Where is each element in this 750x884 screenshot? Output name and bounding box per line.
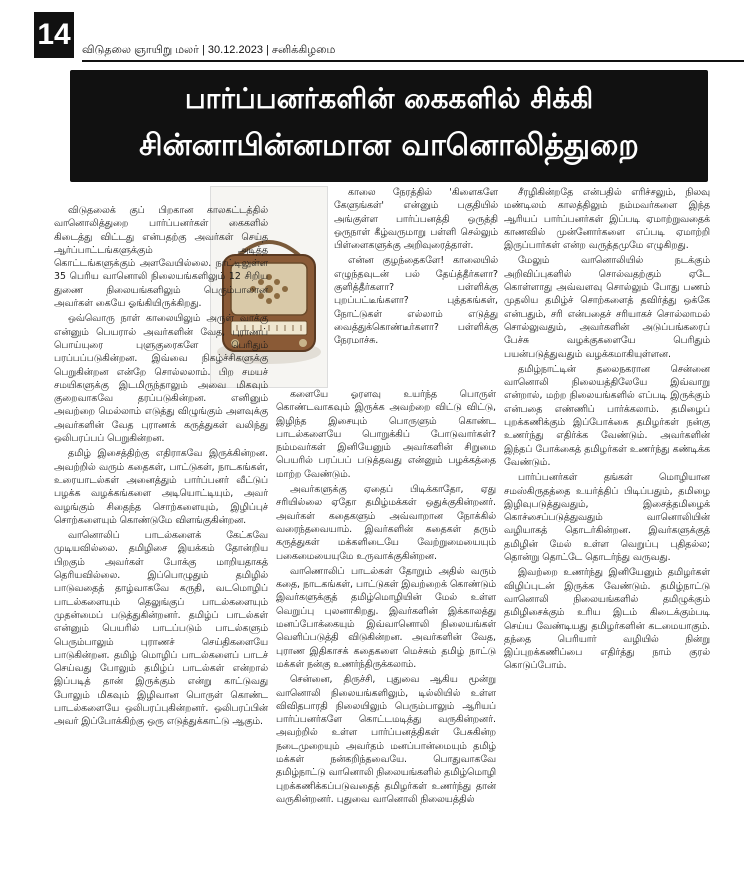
headline-line-2: சின்னாபின்னமான வானொலித்துறை xyxy=(139,128,639,163)
paragraph: ஒவ்வொரு நாள் காலையிலும் அருள் வாக்கு என்னும் பெயரால் அவர்களின் வேத, புராணப் பொய்யுரை புளுகுரைகளே பெரிதும் பரப்பப்படுகின்றன. இவ்வை நிகழ்ச்சிகளுக்கு பெறுகின்றன என்றே சொல்லலாம். பிற சமயச் சமயிகளுக்கு இடமிருந்தாலும் அவை மிகவும் குறைவாகவே தரப்படுகின்றன. எனினும் அவற்றை மெல்லாம் எடுத்து விழுங்கும் அளவுக்கு அவர்களின் வேத புராணக் கருத்துகள் வலிந்து ஒலிபரப்பப் பெறுகின்றன. xyxy=(54,313,268,445)
article-column-2 xyxy=(276,388,496,854)
article-column-2-top xyxy=(334,186,498,386)
paragraph: வாணொலிப் பாடல்கள் தோறும் அதில் வரும் கதை, நாடகங்கள், பாட்டுகள் இவற்றைக் கொண்டும் இவர்களுக்குத் தமிழ்மொழியின் மேல் உள்ள வெறுப்பு புலனாகிறது. இவர்களின் இக்காலத்து மனப்போக்கையும் இவ்வானொலி நிலையங்கள் வெளிப்படுத்தி விடுகின்றன. அவர்களின் வேத, புராண இதிகாசக் கதைகளை மெச்சும் தமிழ் நாட்டு மக்கள் நன்கு உணர்ந்திருக்கலாம். xyxy=(276,565,496,670)
paragraph: காலை நேரத்தில் 'கிளைகளே கேளுங்கள்' என்னும் பகுதியில் அங்குள்ள பார்ப்பனத்தி ஒருத்தி ஒருநாள் கீழ்வருமாறு பள்ளி செல்லும் பிள்ளைகளுக்கு அறிவுரைத்தாள். xyxy=(334,187,498,252)
paragraph: விடுதலைக் குப் பிறகான காலகட்டத்தில் வானொலித்துறை பார்ப்பனர்கள் கைகளில் கிடைத்து விட்டது என்பதற்கு அவர்கள் செய்த ஆர்ப்பாட்டங்களுக்கும் அடித்த கொட்டங்களுக்கும் அளவேயில்லை. நாட்டிலுள்ள 35 பெரிய வானொலி நிலையங்களிலும் 12 சிறிய துணை நிலையங்களிலும் பெரும்பாலான அவர்கள் கையே ஓங்கியிருக்கிறது. xyxy=(54,205,268,310)
paragraph: மேலும் வானொலியில் நடக்கும் அறிவிப்புகளில் சொல்வதற்கும் ஏடே கொள்ளாது அவ்வளவு சொல்லும் போது பணம் முதலிய தமிழ்ச் சொற்களைத் தவிர்த்து ஒக்கே என்பதும், சரி என்பதைச் சரியாகச் சொல்லாமல் சொல்லுவதும், அவர்களின் அடுப்பங்கரைப் பேச்சு வழக்குகளையே பெரிதும் பயன்படுத்துவதும் வழக்கமாகியுள்ளன. xyxy=(504,255,710,360)
paragraph: சென்னை, திருச்சி, புதுவை ஆகிய மூன்று வானொலி நிலையங்களிலும், டில்லியில் உள்ள விவிதபாரதி நிலையிலும் பெரும்பாலும் ஆரியப் பார்ப்பனர்களே கொட்டமடித்து வருகின்றனர். அவற்றில் உள்ள பார்ப்பனத்திகள் பேசுகின்ற நடைமுறையும் அவர்தம் மனப்பான்மையும் தமிழ் மக்கள் நன்கறிந்தவையே. பொதுவாகவே தமிழ்நாட்டு வானொலி நிலையங்களில் தமிழ்மொழி புறக்கணிக்கப்படுவதைத் தமிழர்கள் உணர்ந்து தான் வருகின்றனர். புதுவை வானொலி நிலையத்தில் xyxy=(276,674,496,805)
page-header xyxy=(34,6,744,56)
paragraph: என்ன குழந்தைகளே! காலையில் எழுந்தவுடன் பல் தேய்த்தீர்களா? குளித்தீர்களா? பள்ளிக்கு புறப்பட்டீங்களா? புத்தகங்கள், நோட்டுகள் எல்லாம் எடுத்து வைத்துக்கொண்டீர்களா? பள்ளிக்கு நேரமாச்சு. xyxy=(334,255,498,347)
article-column-3 xyxy=(504,186,710,854)
paragraph: இவற்றை உணர்ந்து இனியேனும் தமிழர்கள் விழிப்புடன் இருக்க வேண்டும். தமிழ்நாட்டு வானொலி நிலையங்களில் தமிழுக்கும் தமிழிசைக்கும் உரிய இடம் கிடைக்கும்படி செய்ய வேண்டியது தமிழர்களின் கடமையாகும். தந்தை பெரியார் வழியில் நின்று இப்புறக்கணிப்பை எதிர்த்து நாம் குரல் கொடுப்போம். xyxy=(504,567,710,672)
article-column-1 xyxy=(54,204,268,854)
page-number: 14 xyxy=(34,12,74,58)
paragraph: சீரழிகின்றதே என்பதில் எரிச்சலும், நிலவு மண்டிலம் காலத்திலும் நம்மவர்களை இந்த ஆரியப் பார்ப்பனர்கள் இப்படி ஏமாற்றுவதைக் காணவில் முன்னோர்களை எப்படி ஏமாற்றி இருப்பார்கள் என்ற வருத்தமுமே எழுகிறது. xyxy=(504,187,710,252)
paragraph: களையே ஓரளவு உயர்ந்த பொருள் கொண்டவாகவும் இருக்க அவற்றை விட்டு விட்டு, இழிந்த இசையும் பொருளும் கொண்ட பாடல்களையே பொறுக்கிப் போடுவார்கள்? நம்மவர்கள் இனியேனும் அவர்களின் சிறுமை பெயரில் பரப்பப் படுத்தவது என்னும் பழக்கத்தை மாற்ற வேண்டும். xyxy=(276,389,496,480)
paragraph: தமிழ் இசைத்திற்கு எதிராகவே இருக்கின்றன. அவற்றில் வரும் கதைகள், பாட்டுகள், நாடகங்கள், உரையாடல்கள் அனைத்தும் பார்ப்பனர் வீட்டுப் பழக்க வழக்கங்களை அடியொட்டியும், அவர் வழங்கும் சிதைந்த சொற்களையும், இழிப்புச் சொற்களையும் கொண்டுமே விளங்குகின்றன. xyxy=(54,448,268,526)
paragraph: தமிழ்நாட்டின் தலைநகரான சென்னை வானொலி நிலையத்திலேயே இவ்வாறு என்றால், மற்ற நிலையங்களில் எப்படி இருக்கும் என்பதை எண்ணிப் பார்க்கலாம். தமிழைப் புறக்கணிக்கும் இப்போக்கை தமிழர்கள் நன்கு உணர்ந்து எதிர்க்க வேண்டும். அவர்களின் இந்தப் போக்கைத் தமிழர்கள் உணர்ந்து கண்டிக்க வேண்டும். xyxy=(504,363,710,468)
paragraph: பார்ப்பனர்கள் தங்கள் மொழியான சமஸ்கிருதத்தை உயர்த்திப் பிடிப்பதும், தமிழை இழிவுபடுத்துவதும், இசைத்தமிழைக் கொச்சைப்படுத்துவதும் வானொலியின் வழியாகத் தொடர்கின்றன. இவர்களுக்குத் தமிழின் மேல் உள்ள வெறுப்பு புதிதல்ல; தொன்று தொட்டே தொடர்ந்து வருவது. xyxy=(504,472,710,564)
header-meta: விடுதலை ஞாயிறு மலர் | 30.12.2023 | சனிக்கிழமை xyxy=(82,44,336,56)
headline-line-1: பார்ப்பனர்களின் கைகளில் சிக்கி xyxy=(184,82,594,115)
header-rule xyxy=(82,60,744,62)
paragraph: அவர்களுக்கு ஏதைப் பிடிக்காதோ, ஏது சரியில்லை ஏதோ தமிழ்மக்கள் ஒதுக்குகின்றனர். அவர்கள் கதைகளும் அவ்வாறான நோக்கில் வரைந்தவையாம். இவர்களின் கதைகள் தரும் கருத்துகள் மக்களிடையே வேற்றுமையையும் பகைமையையுமே உருவாக்குகின்றன. xyxy=(276,484,496,562)
paragraph: வானொலிப் பாடல்களைக் கேட்கவே முடியவில்லை. தமிழிசை இயக்கம் தோன்றிய பிறகும் அவர்கள் போக்கு மாறியதாகத் தெரியவில்லை. இப்பொழுதும் தமிழில் பாடுவதைத் தாழ்வாகவே கருதி, வடமொழிப் பாடல்களையும் தெலுங்குப் பாடல்களையும் முதன்மைப் படுத்துகின்றனர். தமிழ்ப் பாடல்கள் என்னும் பெயரில் பாடப்படும் பாடல்களும் பெரும்பாலும் புராணச் செய்திகளையே பாடுகின்றன. தமிழ் மொழிப் பாடல்களைப் பாடச் செய்வது போலும் தமிழ்ப் பாடல்கள் என்றால் இப்படித் தான் இருக்கும் என்று காட்டுவது போலும் மிகவும் இழிவான பொருள் கொண்ட பாடல்களையே ஒலிபரப்புகின்றனர். ஒலிபரப்பின் அவர் இப்போக்கிற்கு ஒரு எடுத்துக்காட்டு ஆகும். xyxy=(54,530,268,728)
